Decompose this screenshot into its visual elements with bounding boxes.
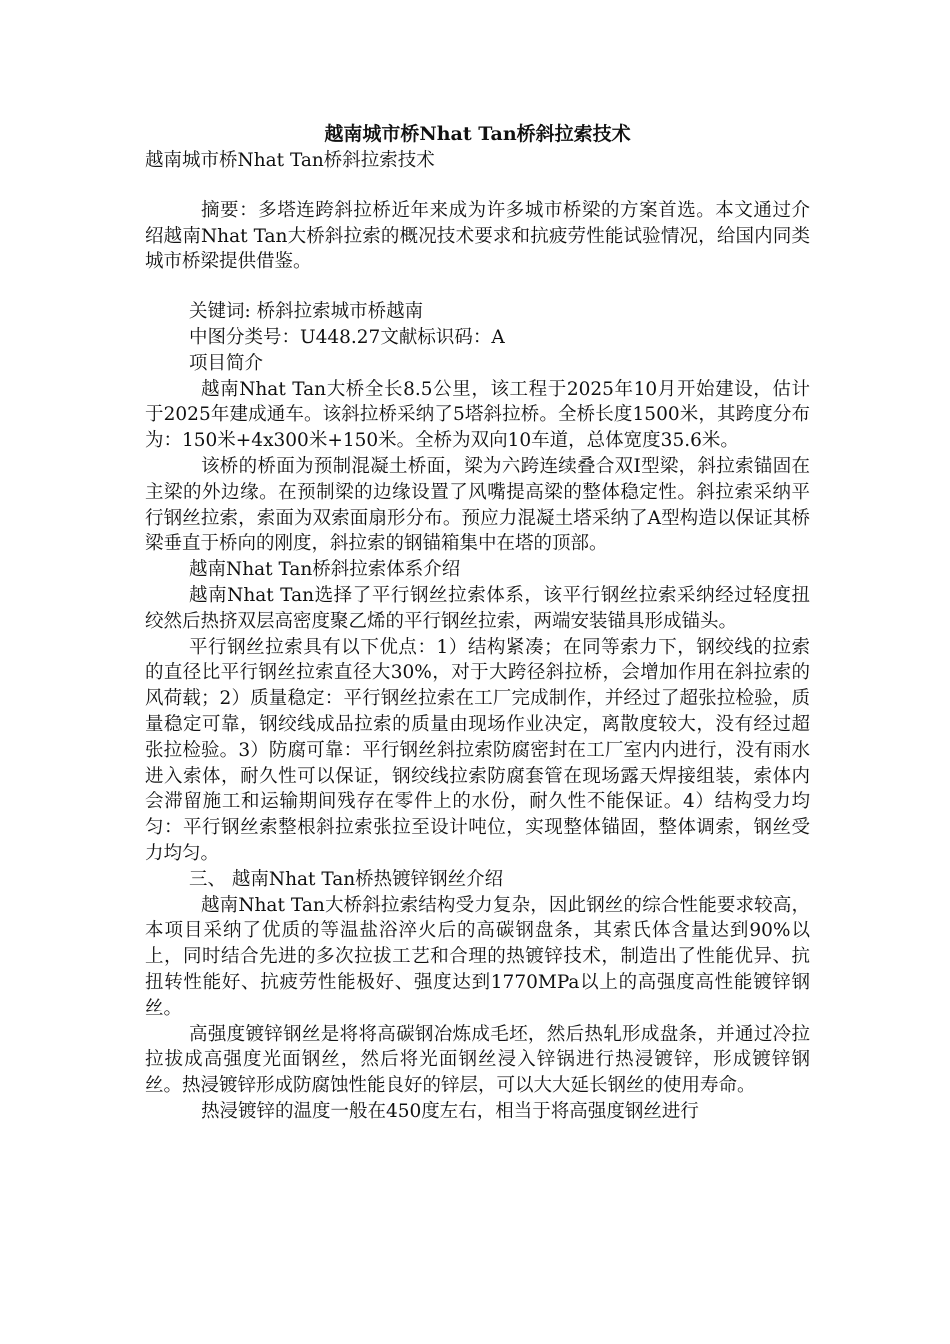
spacer <box>145 275 810 299</box>
section3-paragraph: 越南Nhat Tan大桥斜拉索结构受力复杂，因此钢丝的综合性能要求较高，本项目采纳了优质的等温盐浴淬火后的高碳钢盘条，其索氏体含量达到90%以上，同时结合先进的多次拉拔工艺和合理的热镀锌技术，制造出了性能优异、抗扭转性能好、抗疲劳性能极好、强度达到1770MPa以上的高强度高性能镀锌钢丝。 <box>145 894 810 1019</box>
document-subtitle: 越南城市桥Nhat Tan桥斜拉索技术 <box>145 150 435 171</box>
section3-paragraph: 热浸镀锌的温度一般在450度左右，相当于将高强度钢丝进行 <box>201 1100 699 1122</box>
section1-heading: 项目简介 <box>189 352 264 374</box>
section2-paragraph: 越南Nhat Tan选择了平行钢丝拉索体系，该平行钢丝拉索采纳经过轻度扭绞然后热挤双层高密度聚乙烯的平行钢丝拉索，两端安装锚具形成锚头。 <box>145 584 810 632</box>
section1-paragraph: 越南Nhat Tan大桥全长8.5公里，该工程于2025年10月开始建设，估计于2025年建成通车。该斜拉桥采纳了5塔斜拉桥。全桥长度1500米，其跨度分布为：150米+4x300米+150米。全桥为双向10车道，总体宽度35.6米。 <box>145 378 810 452</box>
section3-paragraph: 高强度镀锌钢丝是将将高碳钢冶炼成毛坯，然后热轧形成盘条，并通过冷拉拉拔成高强度光面钢丝，然后将光面钢丝浸入锌锅进行热浸镀锌，形成镀锌钢丝。热浸镀锌形成防腐蚀性能良好的锌层，可以大大延长钢丝的使用寿命。 <box>145 1023 810 1097</box>
section3-heading: 三、 越南Nhat Tan桥热镀锌钢丝介绍 <box>189 868 504 890</box>
abstract-paragraph: 摘要：多塔连跨斜拉桥近年来成为许多城市桥梁的方案首选。本文通过介绍越南Nhat Tan大桥斜拉索的概况技术要求和抗疲劳性能试验情况，给国内同类城市桥梁提供借鉴。 <box>145 199 810 273</box>
document-page <box>145 120 810 1125</box>
keywords-line: 关键词: 桥斜拉索城市桥越南 <box>189 301 424 323</box>
spacer <box>145 174 810 198</box>
document-title: 越南城市桥Nhat Tan桥斜拉索技术 <box>324 123 631 145</box>
section1-paragraph: 该桥的桥面为预制混凝土桥面，梁为六跨连续叠合双I型梁，斜拉索锚固在主梁的外边缘。在预制梁的边缘设置了风嘴提高梁的整体稳定性。斜拉索采纳平行钢丝拉索，索面为双索面扇形分布。预应力混凝土塔采纳了A型构造以保证其桥梁垂直于桥向的刚度，斜拉索的钢锚箱集中在塔的顶部。 <box>145 455 810 555</box>
classification-line: 中图分类号：U448.27文献标识码：A <box>189 326 505 348</box>
section2-paragraph: 平行钢丝拉索具有以下优点：1）结构紧凑；在同等索力下，钢绞线的拉索的直径比平行钢丝拉索直径大30%，对于大跨径斜拉桥，会增加作用在斜拉索的风荷载；2）质量稳定：平行钢丝拉索在工厂完成制作，并经过了超张拉检验，质量稳定可靠，钢绞线成品拉索的质量由现场作业决定，离散度较大，没有经过超张拉检验。3）防腐可靠：平行钢丝斜拉索防腐密封在工厂室内内进行，没有雨水进入索体，耐久性可以保证，钢绞线拉索防腐套管在现场露天焊接组装，索体内会滞留施工和运输期间残存在零件上的水份，耐久性不能保证。4）结构受力均匀：平行钢丝索整根斜拉索张拉至设计吨位，实现整体锚固，整体调索，钢丝受力均匀。 <box>145 636 810 864</box>
section2-heading: 越南Nhat Tan桥斜拉索体系介绍 <box>189 559 461 581</box>
